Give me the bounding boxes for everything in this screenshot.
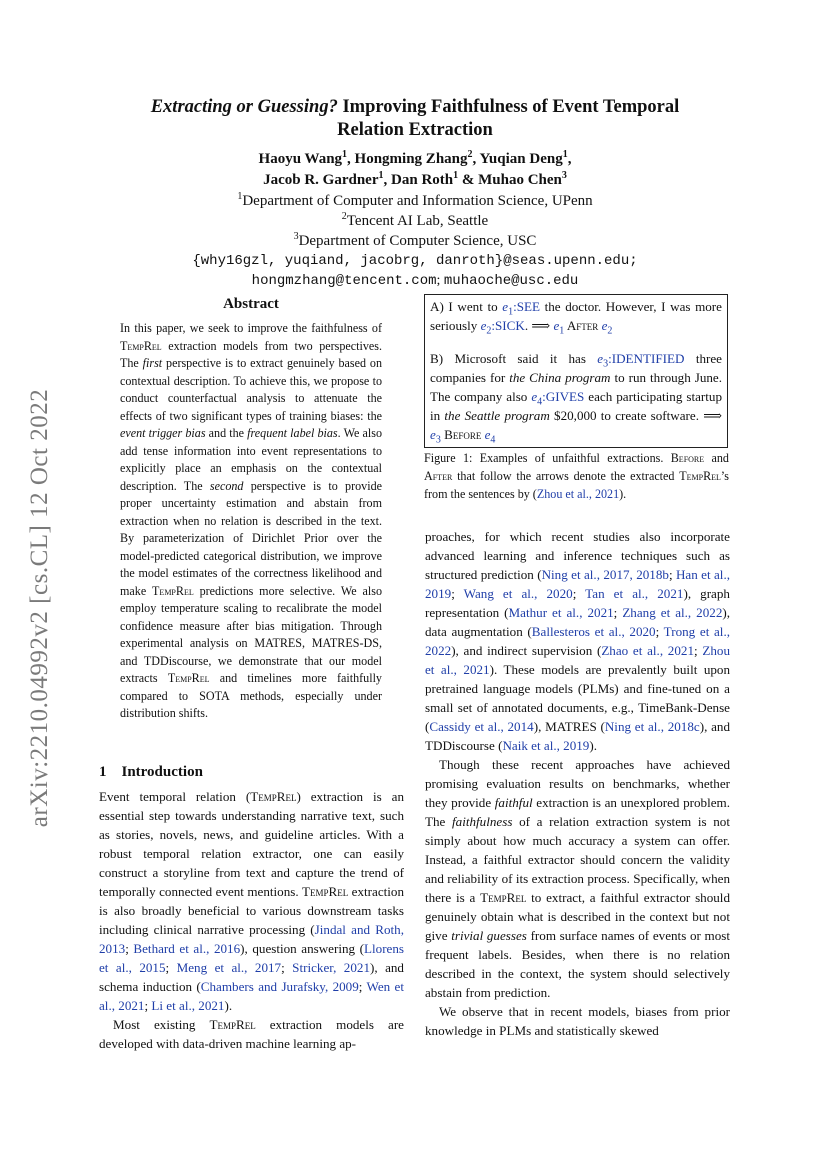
citation-link[interactable]: Naik et al., 2019 xyxy=(502,738,590,753)
affiliation-3: $^3$Department of Computer Science, USC xyxy=(293,231,537,249)
abstract-section xyxy=(120,296,382,723)
citation-link[interactable]: Wang et al., 2020 xyxy=(463,586,573,601)
email-line2: hongmzhang@tencent.com; muhaoche@usc.edu xyxy=(251,273,579,289)
citation-link[interactable]: Zhang et al., 2022 xyxy=(622,605,723,620)
citation-link[interactable]: Zhao et al., 2021 xyxy=(601,643,694,658)
citation-link[interactable]: Mathur et al., 2021 xyxy=(508,605,614,620)
right-paragraph-3: We observe that in recent models, biases from prior knowledge in PLMs and statistically skewed xyxy=(425,1004,730,1038)
affiliation-1: $^1$Department of Computer and Information Science, UPenn xyxy=(237,191,593,209)
citation-link[interactable]: Llorens et al., 2015 xyxy=(99,941,405,975)
citation-link[interactable]: Ning et al., 2018c xyxy=(604,719,700,734)
authors xyxy=(100,149,730,191)
abstract-text: In this paper, we seek to improve the faithfulness of TempRel extraction models from two perspectives. The first perspective is to extract genuinely based on contextual description. To achieve this, we propose to conduct counterfactual analysis to attenuate the effects of two significant types of training biases: the event trigger bias and the frequent label bias. We also add tense information into event representations to explicitly place an emphasis on the contextual description. The second perspective is to provide proper uncertainty estimation and abstain from extraction when no relation is described in the text. By parameterization of Dirichlet Prior over the model-predicted categorical distribution, we improve the model estimates of the correctness likelihood and make TempRel predictions more selective. We also employ temperature scaling to recalibrate the model confidence measure after bias mitigation. Through experimental analysis on MATRES, MATRES-DS, and TDDiscourse, we demonstrate that our model extracts TempRel and timelines more faithfully compared to SOTA methods, especially under distribution shifts. xyxy=(120,321,383,720)
affiliation-2: $^2$Tencent AI Lab, Seattle xyxy=(341,211,489,229)
abstract-heading: Abstract xyxy=(223,296,279,312)
intro-paragraph-2: Most existing TempRel extraction models are developed with data-driven machine learning ap- xyxy=(99,1017,404,1051)
paper-title-line2: Relation Extraction xyxy=(337,120,493,140)
introduction-section xyxy=(99,764,404,1053)
citation-link[interactable]: Meng et al., 2017 xyxy=(176,960,282,975)
citation-link[interactable]: Cassidy et al., 2014 xyxy=(429,719,534,734)
authors-line2: Jacob R. Gardner$^1$, Dan Roth$^1$ & Muhao Chen$^3$ xyxy=(263,170,567,188)
citation-link[interactable]: Li et al., 2021 xyxy=(151,998,225,1013)
citation-link[interactable]: Zhou et al., 2021 xyxy=(536,487,620,501)
email-link-usc[interactable]: muhaoche@usc.edu xyxy=(443,273,579,289)
citation-link[interactable]: Ballesteros et al., 2020 xyxy=(531,624,656,639)
citation-link[interactable]: Chambers and Jurafsky, 2009 xyxy=(200,979,359,994)
intro-paragraph-1: Event temporal relation (TempRel) extraction is an essential step towards understanding narrative text, such as stories, novels, news, and guideline articles. With a robust temporal relation extractor, one can easily construct a storyline from text and capture the trend of temporally connected event mentions. TempRel extraction is also broadly beneficial to various downstream tasks including clinical narrative processing (Jindal and Roth, 2013; Bethard et al., 2016), question answering (Llorens et al., 2015; Meng et al., 2017; Stricker, 2021), and schema induction (Chambers and Jurafsky, 2009; Wen et al., 2021; Li et al., 2021). xyxy=(99,789,405,1013)
citation-link[interactable]: Stricker, 2021 xyxy=(292,960,370,975)
title-block xyxy=(100,96,730,291)
introduction-heading: 1 Introduction xyxy=(99,764,203,780)
citation-link[interactable]: Tan et al., 2021 xyxy=(585,586,684,601)
paper-title-line1: Extracting or Guessing? Improving Faithfulness of Event Temporal xyxy=(150,97,680,117)
arxiv-identifier: arXiv:2210.04992v2 [cs.CL] 12 Oct 2022 xyxy=(26,388,54,828)
citation-link[interactable]: Trong et al., 2022 xyxy=(425,624,730,658)
citation-link[interactable]: Jindal and Roth, 2013 xyxy=(99,922,404,956)
citation-link[interactable]: Wen et al., 2021 xyxy=(99,979,404,1013)
citation-link[interactable]: Zhou et al., 2021 xyxy=(425,643,730,677)
citation-link[interactable]: Han et al., 2019 xyxy=(425,567,730,601)
right-paragraph-1: proaches, for which recent studies also incorporate advanced learning and inference techniques such as structured prediction (Ning et al., 2017, 2018b; Han et al., 2019; Wang et al., 2020; Tan et al., 2021), graph representation (Mathur et al., 2021; Zhang et al., 2022), data augmentation (Ballesteros et al., 2020; Trong et al., 2022), and indirect supervision (Zhao et al., 2021; Zhou et al., 2021). These models are prevalently built upon pretrained language models (PLMs) and fine-tuned on a small set of annotated documents, e.g., TimeBank-Dense (Cassidy et al., 2014), MATRES (Ning et al., 2018c), and TDDiscourse (Naik et al., 2019). xyxy=(425,529,731,753)
right-paragraph-2: Though these recent approaches have achieved promising evaluation results on benchmarks, whether they provide faithful extraction is an unexplored problem. The faithfulness of a relation extraction system is not simply about how much accuracy a system can offer. Instead, a faithful extractor should concern the validity and reliability of its extraction process. Specifically, when there is a TempRel to extract, a faithful extractor should genuinely obtain what is described in the context but not give trivial guesses from surface names of events or most frequent labels. Besides, when there is no relation described in the context, the system should selectively abstain from prediction. xyxy=(425,757,731,1000)
example-b: B) Microsoft said it has $e_3:IDENTIFIED$ three companies for the China program to run through June. The company also $e_4:GIVES$ each participating startup in the Seattle program $20,000 to create software. ⟹ $e_3$ Before $e_4$ xyxy=(430,351,723,446)
citation-link[interactable]: Ning et al., 2017, 2018b xyxy=(541,567,669,582)
example-a: A) I went to $e_1:SEE$ the doctor. However, I was more seriously $e_2:SICK$. ⟹ $e_1$ After $e_2$ xyxy=(430,299,722,337)
email-line1: {why16gzl, yuqiand, jacobrg, danroth}@seas.upenn.edu; xyxy=(192,253,638,269)
citation-link[interactable]: Bethard et al., 2016 xyxy=(133,941,241,956)
right-column-body xyxy=(425,527,730,1040)
email-link-tencent[interactable]: hongmzhang@tencent.com xyxy=(251,273,437,289)
figure-1-examples-box xyxy=(424,294,728,448)
authors-line1: Haoyu Wang$^1$, Hongming Zhang$^2$, Yuqian Deng$^1$, xyxy=(258,149,572,167)
figure-1-caption: Figure 1: Examples of unfaithful extractions. Before and After that follow the arrows denote the extracted TempRel’s from the sentences by (Zhou et al., 2021). xyxy=(424,451,729,501)
